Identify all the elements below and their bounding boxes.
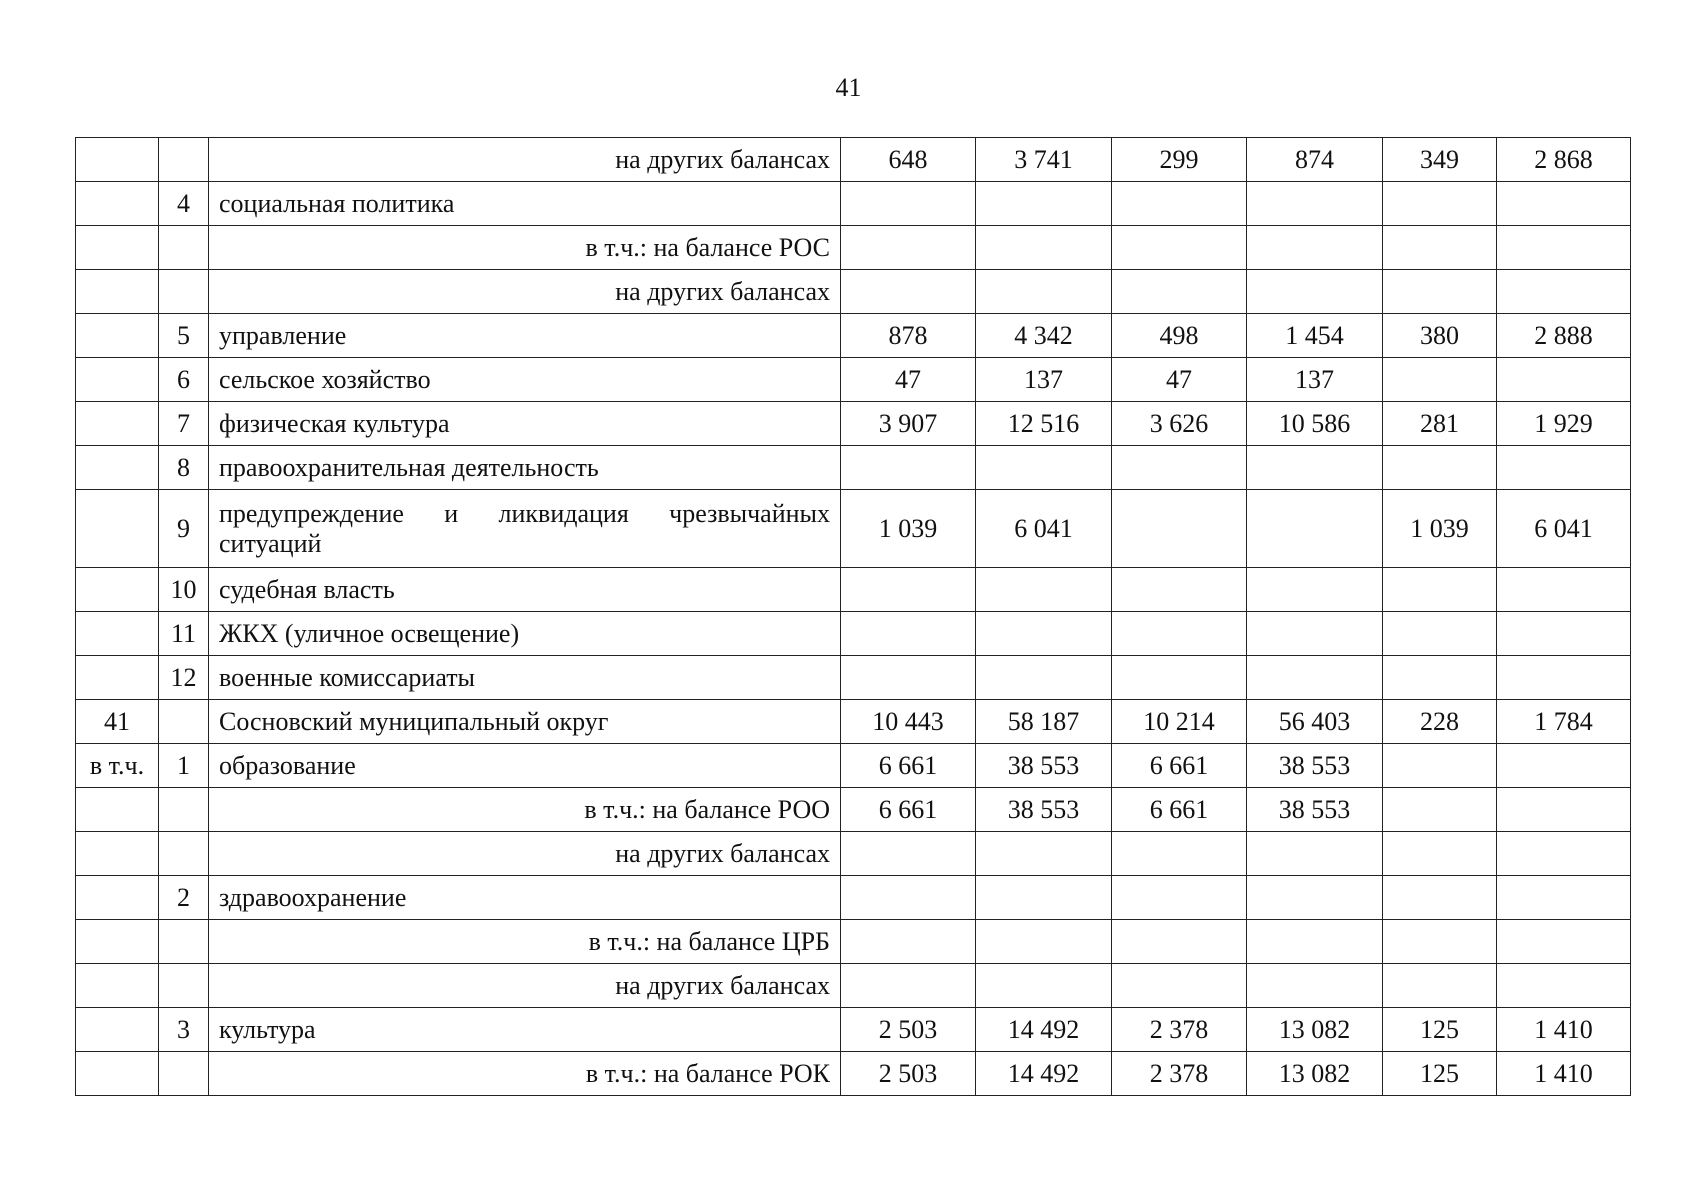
value-cell: [1383, 270, 1497, 314]
table-row: [76, 788, 1631, 832]
value-cell: [841, 182, 976, 226]
item-name-cell: социальная политика: [209, 182, 841, 226]
value-cell: 12 516: [976, 402, 1112, 446]
value-cell: 58 187: [976, 700, 1112, 744]
value-cell: [1497, 612, 1631, 656]
value-cell: [976, 656, 1112, 700]
value-cell: [1497, 182, 1631, 226]
region-cell: [76, 402, 159, 446]
value-cell: 10 214: [1112, 700, 1247, 744]
table-row: [76, 876, 1631, 920]
item-number-cell: [159, 788, 209, 832]
value-cell: [1247, 568, 1383, 612]
value-cell: [1247, 832, 1383, 876]
item-number-cell: [159, 700, 209, 744]
item-number-cell: 10: [159, 568, 209, 612]
value-cell: [1383, 788, 1497, 832]
value-cell: [1112, 182, 1247, 226]
region-cell: [76, 964, 159, 1008]
item-name-cell: в т.ч.: на балансе РОС: [209, 226, 841, 270]
value-cell: [1247, 612, 1383, 656]
value-cell: 3 741: [976, 138, 1112, 182]
value-cell: 648: [841, 138, 976, 182]
item-number-cell: 12: [159, 656, 209, 700]
value-cell: 14 492: [976, 1052, 1112, 1096]
value-cell: 380: [1383, 314, 1497, 358]
value-cell: 281: [1383, 402, 1497, 446]
item-number-cell: [159, 920, 209, 964]
region-cell: [76, 568, 159, 612]
value-cell: 6 041: [1497, 490, 1631, 568]
item-name-cell: сельское хозяйство: [209, 358, 841, 402]
value-cell: 137: [976, 358, 1112, 402]
value-cell: 1 784: [1497, 700, 1631, 744]
value-cell: [976, 964, 1112, 1008]
value-cell: [976, 446, 1112, 490]
value-cell: [1497, 226, 1631, 270]
region-cell: [76, 490, 159, 568]
value-cell: [1112, 226, 1247, 270]
item-number-cell: 6: [159, 358, 209, 402]
value-cell: 4 342: [976, 314, 1112, 358]
table-row: [76, 138, 1631, 182]
value-cell: 10 443: [841, 700, 976, 744]
value-cell: [1247, 490, 1383, 568]
region-cell: [76, 1052, 159, 1096]
item-name-cell: в т.ч.: на балансе ЦРБ: [209, 920, 841, 964]
value-cell: 38 553: [976, 788, 1112, 832]
table-row: [76, 402, 1631, 446]
region-cell: [76, 138, 159, 182]
item-number-cell: 8: [159, 446, 209, 490]
item-name-cell: физическая культура: [209, 402, 841, 446]
value-cell: [1247, 182, 1383, 226]
value-cell: [1112, 446, 1247, 490]
value-cell: [1383, 964, 1497, 1008]
item-name-cell: управление: [209, 314, 841, 358]
item-name-cell: на других балансах: [209, 964, 841, 1008]
value-cell: [1112, 920, 1247, 964]
value-cell: [1112, 568, 1247, 612]
value-cell: 125: [1383, 1052, 1497, 1096]
region-cell: [76, 656, 159, 700]
value-cell: [1247, 876, 1383, 920]
item-name-cell: Сосновский муниципальный округ: [209, 700, 841, 744]
table-row: [76, 964, 1631, 1008]
item-name-cell: в т.ч.: на балансе РОК: [209, 1052, 841, 1096]
value-cell: [1497, 358, 1631, 402]
value-cell: 1 039: [841, 490, 976, 568]
value-cell: [1497, 788, 1631, 832]
value-cell: 38 553: [1247, 788, 1383, 832]
value-cell: [1247, 446, 1383, 490]
value-cell: 2 378: [1112, 1008, 1247, 1052]
value-cell: 299: [1112, 138, 1247, 182]
value-cell: [1247, 270, 1383, 314]
value-cell: [1247, 656, 1383, 700]
item-number-cell: 2: [159, 876, 209, 920]
value-cell: 125: [1383, 1008, 1497, 1052]
item-number-cell: 3: [159, 1008, 209, 1052]
table-row: [76, 1052, 1631, 1096]
item-number-cell: [159, 226, 209, 270]
item-number-cell: [159, 964, 209, 1008]
item-name-cell: на других балансах: [209, 832, 841, 876]
table-row: [76, 612, 1631, 656]
value-cell: [841, 964, 976, 1008]
value-cell: [1497, 920, 1631, 964]
value-cell: [976, 568, 1112, 612]
table-row: [76, 270, 1631, 314]
value-cell: 3 626: [1112, 402, 1247, 446]
page-number: 41: [835, 73, 862, 102]
value-cell: [1112, 964, 1247, 1008]
value-cell: [976, 182, 1112, 226]
value-cell: 2 378: [1112, 1052, 1247, 1096]
table-row: [76, 920, 1631, 964]
value-cell: 6 661: [1112, 788, 1247, 832]
item-name-cell: здравоохранение: [209, 876, 841, 920]
region-cell: [76, 920, 159, 964]
item-number-cell: 7: [159, 402, 209, 446]
value-cell: 6 661: [841, 788, 976, 832]
table-row: [76, 314, 1631, 358]
item-name-cell: ЖКХ (уличное освещение): [209, 612, 841, 656]
value-cell: [976, 876, 1112, 920]
value-cell: [1497, 568, 1631, 612]
value-cell: [1383, 612, 1497, 656]
item-name-cell: на других балансах: [209, 270, 841, 314]
value-cell: [841, 656, 976, 700]
item-number-cell: 4: [159, 182, 209, 226]
value-cell: [1497, 964, 1631, 1008]
value-cell: [1497, 832, 1631, 876]
region-cell: [76, 876, 159, 920]
table-row: [76, 182, 1631, 226]
value-cell: 2 503: [841, 1052, 976, 1096]
region-cell: 41: [76, 700, 159, 744]
value-cell: 878: [841, 314, 976, 358]
value-cell: [841, 446, 976, 490]
region-cell: [76, 446, 159, 490]
value-cell: 137: [1247, 358, 1383, 402]
value-cell: 1 454: [1247, 314, 1383, 358]
value-cell: 874: [1247, 138, 1383, 182]
value-cell: [1497, 876, 1631, 920]
region-cell: в т.ч.: [76, 744, 159, 788]
value-cell: [1383, 656, 1497, 700]
region-cell: [76, 314, 159, 358]
value-cell: [1247, 964, 1383, 1008]
table-row: [76, 568, 1631, 612]
value-cell: 1 039: [1383, 490, 1497, 568]
item-number-cell: [159, 1052, 209, 1096]
item-name-cell: военные комиссариаты: [209, 656, 841, 700]
table-body: [76, 138, 1631, 1096]
value-cell: [1112, 876, 1247, 920]
item-name-cell: культура: [209, 1008, 841, 1052]
value-cell: 2 868: [1497, 138, 1631, 182]
item-number-cell: [159, 270, 209, 314]
item-name-cell: в т.ч.: на балансе РОО: [209, 788, 841, 832]
value-cell: [976, 612, 1112, 656]
value-cell: [1383, 446, 1497, 490]
value-cell: [1497, 744, 1631, 788]
item-number-cell: 1: [159, 744, 209, 788]
value-cell: [841, 270, 976, 314]
value-cell: [1112, 612, 1247, 656]
table-row: [76, 226, 1631, 270]
item-number-cell: 9: [159, 490, 209, 568]
region-cell: [76, 182, 159, 226]
item-name-cell: судебная власть: [209, 568, 841, 612]
value-cell: 47: [841, 358, 976, 402]
value-cell: [841, 876, 976, 920]
value-cell: 6 041: [976, 490, 1112, 568]
value-cell: [1383, 358, 1497, 402]
value-cell: 56 403: [1247, 700, 1383, 744]
value-cell: 14 492: [976, 1008, 1112, 1052]
item-number-cell: [159, 832, 209, 876]
value-cell: 3 907: [841, 402, 976, 446]
region-cell: [76, 1008, 159, 1052]
value-cell: 1 929: [1497, 402, 1631, 446]
table-row: [76, 656, 1631, 700]
table-row: [76, 832, 1631, 876]
value-cell: 6 661: [1112, 744, 1247, 788]
table-row: [76, 446, 1631, 490]
value-cell: 349: [1383, 138, 1497, 182]
value-cell: [1383, 568, 1497, 612]
value-cell: [1247, 226, 1383, 270]
value-cell: 13 082: [1247, 1008, 1383, 1052]
value-cell: [841, 568, 976, 612]
value-cell: [1112, 656, 1247, 700]
value-cell: [1247, 920, 1383, 964]
value-cell: [1112, 270, 1247, 314]
value-cell: 2 888: [1497, 314, 1631, 358]
item-name-cell: предупреждение и ликвидация чрезвычайных ситуаций: [209, 490, 841, 568]
table-row: [76, 700, 1631, 744]
data-table: [75, 137, 1631, 1096]
table-row: [76, 1008, 1631, 1052]
value-cell: 2 503: [841, 1008, 976, 1052]
item-name-cell: образование: [209, 744, 841, 788]
value-cell: 1 410: [1497, 1052, 1631, 1096]
value-cell: [1383, 920, 1497, 964]
value-cell: 498: [1112, 314, 1247, 358]
value-cell: [841, 612, 976, 656]
region-cell: [76, 226, 159, 270]
table-row: [76, 358, 1631, 402]
value-cell: [1383, 876, 1497, 920]
item-number-cell: [159, 138, 209, 182]
value-cell: [976, 270, 1112, 314]
value-cell: 47: [1112, 358, 1247, 402]
item-number-cell: 5: [159, 314, 209, 358]
value-cell: 6 661: [841, 744, 976, 788]
value-cell: [976, 226, 1112, 270]
value-cell: 228: [1383, 700, 1497, 744]
value-cell: [841, 832, 976, 876]
item-name-cell: на других балансах: [209, 138, 841, 182]
value-cell: [976, 832, 1112, 876]
region-cell: [76, 270, 159, 314]
value-cell: [1383, 226, 1497, 270]
region-cell: [76, 788, 159, 832]
table-row: [76, 490, 1631, 568]
region-cell: [76, 612, 159, 656]
table-row: [76, 744, 1631, 788]
region-cell: [76, 358, 159, 402]
value-cell: 10 586: [1247, 402, 1383, 446]
region-cell: [76, 832, 159, 876]
value-cell: [841, 920, 976, 964]
value-cell: [1497, 656, 1631, 700]
value-cell: 38 553: [976, 744, 1112, 788]
value-cell: [841, 226, 976, 270]
value-cell: [976, 920, 1112, 964]
value-cell: [1383, 832, 1497, 876]
value-cell: [1497, 270, 1631, 314]
item-number-cell: 11: [159, 612, 209, 656]
value-cell: [1112, 832, 1247, 876]
value-cell: [1383, 744, 1497, 788]
value-cell: 13 082: [1247, 1052, 1383, 1096]
value-cell: [1383, 182, 1497, 226]
value-cell: 1 410: [1497, 1008, 1631, 1052]
item-name-cell: правоохранительная деятельность: [209, 446, 841, 490]
value-cell: [1497, 446, 1631, 490]
value-cell: [1112, 490, 1247, 568]
value-cell: 38 553: [1247, 744, 1383, 788]
